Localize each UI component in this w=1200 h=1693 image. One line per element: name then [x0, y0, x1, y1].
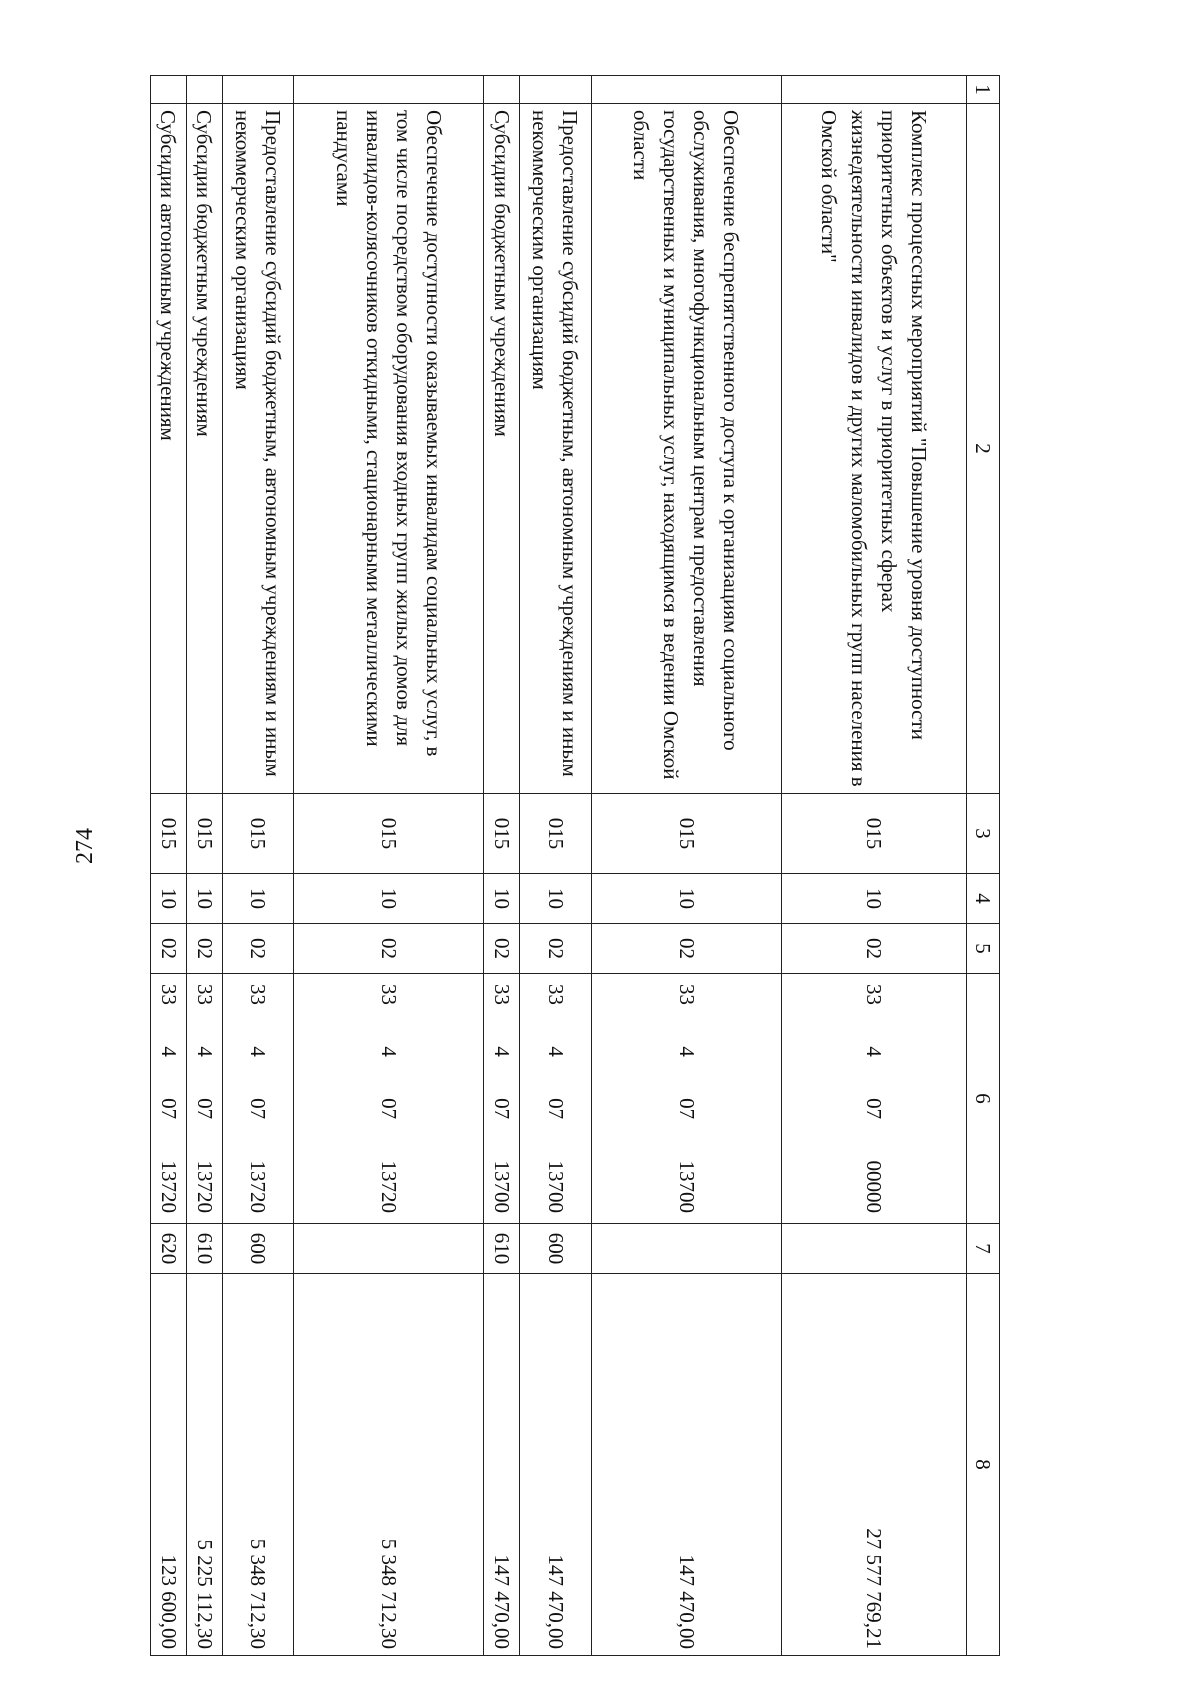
cell-amount: 5 348 712,30	[222, 1274, 294, 1656]
code-part: 33	[192, 984, 217, 1005]
cell-description: Предоставление субсидий бюджетным, автономным учреждениям и иным некоммерческим организациям	[222, 104, 294, 794]
code-part: 33	[377, 984, 402, 1005]
cell-subsection: 02	[520, 924, 592, 974]
cell-section: 10	[151, 874, 187, 924]
table-row	[186, 76, 222, 1656]
budget-table	[150, 75, 1000, 1656]
cell-col-1	[186, 76, 222, 104]
code-part: 13720	[377, 1160, 402, 1213]
header-col-8: 8	[966, 1274, 999, 1656]
cell-section: 10	[591, 874, 781, 924]
cell-description: Обеспечение доступности оказываемых инвалидам социальных услуг, в том числе посредством оборудования входных групп жилых домов для инвалидов-колясочников откидными, стационарными металлическими пандусами	[294, 104, 484, 794]
code-part: 33	[674, 984, 699, 1005]
cell-subsection: 02	[186, 924, 222, 974]
table-row	[520, 76, 592, 1656]
cell-expense-type	[782, 1224, 967, 1274]
cell-col-1	[520, 76, 592, 104]
cell-description: Комплекс процессных мероприятий "Повышение уровня доступности приоритетных объектов и услуг в приоритетных сферах жизнедеятельности инвалидов и других маломобильных групп населения в Омской области"	[782, 104, 967, 794]
code-part: 07	[192, 1098, 217, 1120]
cell-admin-code: 015	[151, 794, 187, 874]
cell-section: 10	[484, 874, 520, 924]
cell-expense-type	[294, 1224, 484, 1274]
cell-amount: 147 470,00	[591, 1274, 781, 1656]
cell-expense-type: 600	[222, 1224, 294, 1274]
cell-section: 10	[782, 874, 967, 924]
cell-target-article	[222, 974, 294, 1224]
cell-col-1	[222, 76, 294, 104]
cell-subsection: 02	[151, 924, 187, 974]
cell-expense-type: 600	[520, 1224, 592, 1274]
header-col-7: 7	[966, 1224, 999, 1274]
code-part: 4	[246, 1046, 271, 1057]
code-part: 4	[156, 1046, 181, 1057]
cell-description: Субсидии автономным учреждениям	[151, 104, 187, 794]
code-part: 07	[543, 1098, 568, 1120]
cell-target-article	[591, 974, 781, 1224]
header-col-3: 3	[966, 794, 999, 874]
header-col-4: 4	[966, 874, 999, 924]
cell-section: 10	[294, 874, 484, 924]
cell-section: 10	[222, 874, 294, 924]
cell-amount: 147 470,00	[520, 1274, 592, 1656]
cell-col-1	[294, 76, 484, 104]
cell-description: Обеспечение беспрепятственного доступа к организациям социального обслуживания, многофункциональным центрам предоставления государственных и муниципальных услуг, находящимся в ведении Омской области	[591, 104, 781, 794]
cell-subsection: 02	[484, 924, 520, 974]
cell-amount: 5 348 712,30	[294, 1274, 484, 1656]
table-row	[484, 76, 520, 1656]
table-row	[782, 76, 967, 1656]
code-part: 00000	[862, 1160, 887, 1213]
code-part: 4	[490, 1046, 515, 1057]
cell-amount: 27 577 769,21	[782, 1274, 967, 1656]
code-part: 13700	[543, 1160, 568, 1213]
cell-admin-code: 015	[591, 794, 781, 874]
cell-col-1	[151, 76, 187, 104]
code-part: 33	[543, 984, 568, 1005]
cell-amount: 123 600,00	[151, 1274, 187, 1656]
table-row	[294, 76, 484, 1656]
cell-description: Субсидии бюджетным учреждениям	[186, 104, 222, 794]
cell-description: Субсидии бюджетным учреждениям	[484, 104, 520, 794]
rotated-table-container	[150, 75, 1000, 1655]
cell-col-1	[484, 76, 520, 104]
code-part: 13700	[490, 1160, 515, 1213]
table-row	[222, 76, 294, 1656]
cell-expense-type	[591, 1224, 781, 1274]
code-part: 33	[156, 984, 181, 1005]
code-part: 13720	[156, 1160, 181, 1213]
table-row	[591, 76, 781, 1656]
code-part: 13720	[246, 1160, 271, 1213]
code-part: 13700	[674, 1160, 699, 1213]
header-col-1: 1	[966, 76, 999, 104]
code-part: 4	[377, 1046, 402, 1057]
table-row	[151, 76, 187, 1656]
cell-admin-code: 015	[222, 794, 294, 874]
cell-section: 10	[520, 874, 592, 924]
code-part: 33	[490, 984, 515, 1005]
code-part: 4	[674, 1046, 699, 1057]
cell-target-article	[520, 974, 592, 1224]
cell-admin-code: 015	[294, 794, 484, 874]
code-part: 07	[862, 1098, 887, 1120]
code-part: 07	[674, 1098, 699, 1120]
cell-target-article	[151, 974, 187, 1224]
code-part: 4	[192, 1046, 217, 1057]
code-part: 07	[490, 1098, 515, 1120]
cell-subsection: 02	[222, 924, 294, 974]
cell-description: Предоставление субсидий бюджетным, автономным учреждениям и иным некоммерческим организациям	[520, 104, 592, 794]
cell-target-article	[484, 974, 520, 1224]
header-col-6: 6	[966, 974, 999, 1224]
cell-admin-code: 015	[484, 794, 520, 874]
cell-target-article	[294, 974, 484, 1224]
cell-target-article	[782, 974, 967, 1224]
code-part: 07	[377, 1098, 402, 1120]
code-part: 33	[862, 984, 887, 1005]
code-part: 4	[543, 1046, 568, 1057]
cell-subsection: 02	[591, 924, 781, 974]
page-number: 274	[72, 828, 98, 864]
cell-amount: 5 225 112,30	[186, 1274, 222, 1656]
cell-expense-type: 620	[151, 1224, 187, 1274]
header-row	[966, 76, 999, 1656]
code-part: 07	[246, 1098, 271, 1120]
code-part: 13720	[192, 1160, 217, 1213]
cell-col-1	[782, 76, 967, 104]
header-col-2: 2	[966, 104, 999, 794]
cell-admin-code: 015	[782, 794, 967, 874]
code-part: 07	[156, 1098, 181, 1120]
cell-subsection: 02	[294, 924, 484, 974]
header-col-5: 5	[966, 924, 999, 974]
cell-expense-type: 610	[484, 1224, 520, 1274]
cell-admin-code: 015	[186, 794, 222, 874]
code-part: 33	[246, 984, 271, 1005]
cell-subsection: 02	[782, 924, 967, 974]
cell-target-article	[186, 974, 222, 1224]
cell-col-1	[591, 76, 781, 104]
code-part: 4	[862, 1046, 887, 1057]
cell-expense-type: 610	[186, 1224, 222, 1274]
cell-amount: 147 470,00	[484, 1274, 520, 1656]
cell-section: 10	[186, 874, 222, 924]
cell-admin-code: 015	[520, 794, 592, 874]
